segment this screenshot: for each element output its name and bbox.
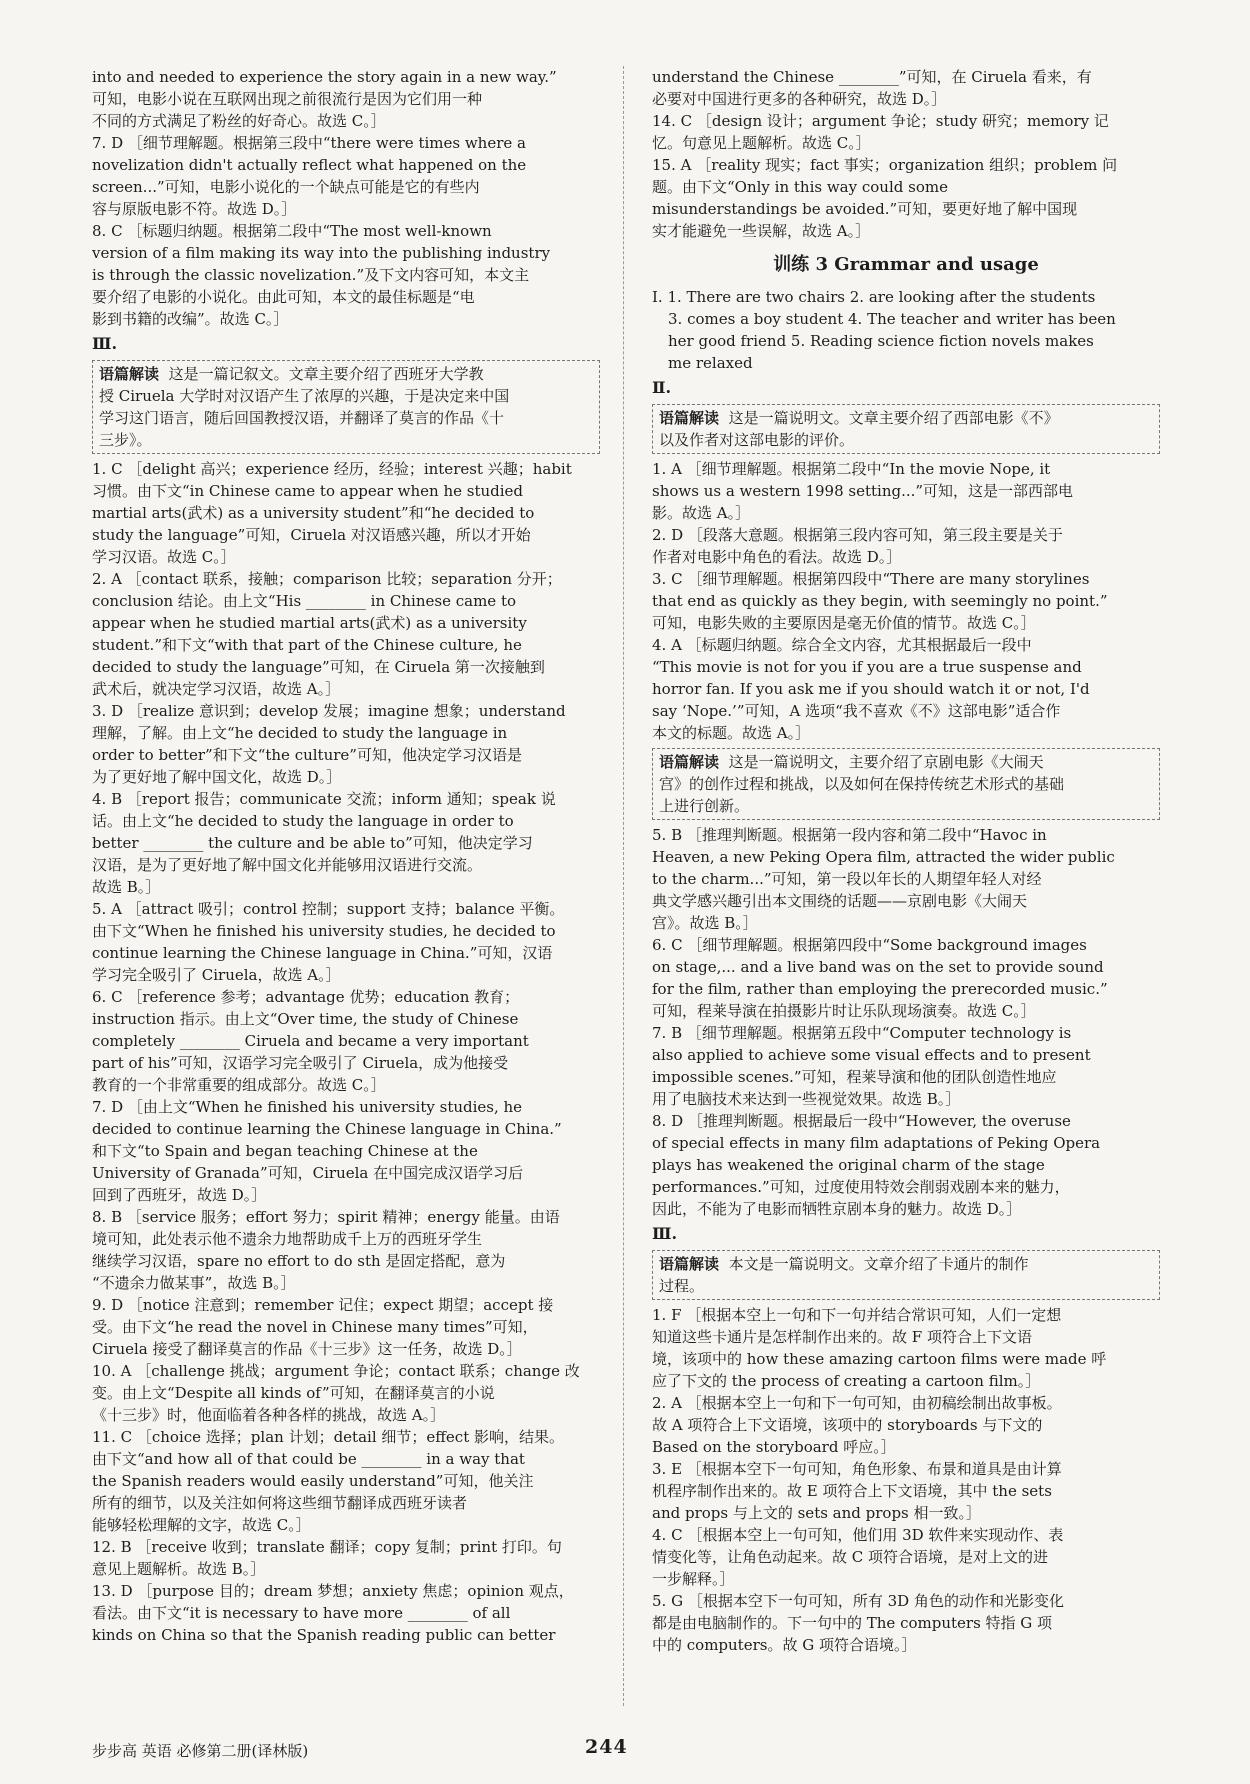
text-line: 习惯。由下文“in Chinese came to appear when he studied [92,482,524,500]
text-line: 典文学感兴趣引出本文围绕的话题——京剧电影《大闹天 [652,892,1028,910]
text-line: 中的 computers。故 G 项符合语境。］ [652,1636,917,1654]
text-line: 12. B ［receive 收到；translate 翻译；copy 复制；print 打印。句 [92,1538,562,1556]
answer-item [652,458,1160,524]
text-line: 继续学习汉语，spare no effort to do sth 是固定搭配，意为 [92,1252,506,1270]
text-line: 知道这些卡通片是怎样制作出来的。故 F 项符合上下文语 [652,1328,1032,1346]
text-line: Heaven, a new Peking Opera film, attracted the wider public [652,848,1115,866]
reading-label: 语篇解读 [659,1255,720,1273]
answer-item [652,1590,1160,1656]
text-line: 受。由下文“he read the novel in Chinese many times”可知， [92,1318,538,1336]
text-line: 所有的细节，以及关注如何将这些细节翻译成西班牙读者 [92,1494,468,1512]
reading-summary-box [652,404,1160,454]
text-line: student.”和下文“with that part of the Chinese culture, he [92,636,522,654]
answer-list [652,824,1160,1220]
text-line: instruction 指示。由上文“Over time, the study of Chinese [92,1010,519,1028]
answer-item-7 [92,132,600,220]
text-line: continue learning the Chinese language in China.”可知，汉语 [92,944,553,962]
text-line [659,751,1153,773]
reading-summary-box [652,748,1160,820]
text-line: into and needed to experience the story again in a new way.” [92,68,557,86]
text-line: 影。故选 A。］ [652,504,751,522]
answer-item [652,934,1160,1022]
text-line: 必要对中国进行更多的各种研究，故选 D。］ [652,90,947,108]
text-line: 学习完全吸引了 Ciruela，故选 A。］ [92,966,341,984]
text-line: 作者对电影中角色的看法。故选 D。］ [652,548,902,566]
answer-item [652,1022,1160,1110]
text-line: 以及作者对这部电影的评价。 [659,431,855,449]
text-line: 本文的标题。故选 A。］ [652,724,811,742]
text-line: 9. D ［notice 注意到；remember 记住；expect 期望；accept 接 [92,1296,554,1314]
text-line: 汉语，是为了更好地了解中国文化并能够用汉语进行交流。 [92,856,483,874]
answer-list [652,1304,1160,1656]
text-line: 5. A ［attract 吸引；control 控制；support 支持；balance 平衡。 [92,900,565,918]
text-line: 2. A ［根据本空上一句和下一句可知，由初稿绘制出故事板。 [652,1394,1062,1412]
text-line: decided to study the language”可知，在 Ciruela 第一次接触到 [92,658,545,676]
text-line: 可知，电影失败的主要原因是毫无价值的情节。故选 C。］ [652,614,1036,632]
text-line: 变。由上文“Despite all kinds of”可知，在翻译莫言的小说 [92,1384,495,1402]
book-title: 步步高 英语 必修第二册(译林版) [92,1742,309,1760]
answer-item [92,1360,600,1426]
answer-item [652,1392,1160,1458]
text-line: 实才能避免一些误解，故选 A。］ [652,222,871,240]
text-line: impossible scenes.”可知，程莱导演和他的团队创造性地应 [652,1068,1057,1086]
text-line: 为了更好地了解中国文化，故选 D。］ [92,768,342,786]
answer-item [92,1294,600,1360]
answer-item [92,1580,600,1646]
text-line: plays has weakened the original charm of the stage [652,1156,1045,1174]
text-line: better ________ the culture and be able to”可知，他决定学习 [92,834,533,852]
text-line: misunderstandings be avoided.”可知，要更好地了解中国现 [652,200,1078,218]
text-line: 情变化等，让角色动起来。故 C 项符合语境，是对上文的进 [652,1548,1049,1566]
text-line: 2. D ［段落大意题。根据第三段内容可知，第三段主要是关于 [652,526,1063,544]
text-line: 因此，不能为了电影而牺牲京剧本身的魅力。故选 D。］ [652,1200,1022,1218]
text-line: 11. C ［choice 选择；plan 计划；detail 细节；effect 影响，结果。 [92,1428,564,1446]
text-line: study the language”可知，Ciruela 对汉语感兴趣，所以才开始 [92,526,531,544]
answer-item [652,634,1160,744]
text-line: her good friend 5. Reading science fiction novels makes [668,332,1094,350]
text-line: 《十三步》时，他面临着各种各样的挑战，故选 A。］ [92,1406,446,1424]
answer-item [92,986,600,1096]
text-line: completely ________ Ciruela and became a very important [92,1032,529,1050]
answer-item [92,788,600,898]
text-line: to the charm...”可知，第一段以年长的人期望年轻人对经 [652,870,1042,888]
text-line: 容与原版电影不符。故选 D。］ [92,200,297,218]
text-line: 机程序制作出来的。故 E 项符合上下文语境，其中 the sets [652,1482,1052,1500]
text-line: 教育的一个非常重要的组成部分。故选 C。］ [92,1076,386,1094]
text-line: 3. C ［细节理解题。根据第四段中“There are many storylines [652,570,1090,588]
text-line: 回到了西班牙，故选 D。］ [92,1186,267,1204]
text-line: 宫》的创作过程和挑战，以及如何在保持传统艺术形式的基础 [659,775,1065,793]
text-line: performances.”可知，过度使用特效会削弱戏剧本来的魅力， [652,1178,1070,1196]
text-line: 故 A 项符合上下文语境，该项中的 storyboards 与下文的 [652,1416,1043,1434]
text-line: 忆。句意见上题解析。故选 C。］ [652,134,871,152]
answer-item [652,524,1160,568]
text-line: novelization didn't actually reflect what happened on the [92,156,527,174]
text-line: 三步》。 [99,431,152,449]
text-line: version of a film making its way into the publishing industry [92,244,551,262]
text-line: 一步解释。］ [652,1570,735,1588]
text-line: 和下文“to Spain and began teaching Chinese at the [92,1142,478,1160]
text-line: “This movie is not for you if you are a true suspense and [652,658,1082,676]
text-line: 理解，了解。由上文“he decided to study the language in [92,724,508,742]
text-line: 8. B ［service 服务；effort 努力；spirit 精神；energy 能量。由语 [92,1208,560,1226]
text-line: Based on the storyboard 呼应。］ [652,1438,896,1456]
answer-item [92,1206,600,1294]
text-line: 可知，程莱导演在拍摄影片时让乐队现场演奏。故选 C。］ [652,1002,1036,1020]
answer-item-14 [652,110,1160,154]
text-line: Ⅰ. 1. There are two chairs 2. are looking after the students [652,288,1096,306]
reading-label: 语篇解读 [659,753,720,771]
text-line: conclusion 结论。由上文“His ________ in Chinese came to [92,592,516,610]
training-heading: 训练 3 Grammar and usage [773,254,1039,275]
text-line: 应了下文的 the process of creating a cartoon film。］ [652,1372,1041,1390]
text-line: that end as quickly as they begin, with seemingly no point.” [652,592,1108,610]
text-line: 7. D ［细节理解题。根据第三段中“there were times where a [92,134,526,152]
answer-item [92,700,600,788]
text-line: is through the classic novelization.”及下文内容可知，本文主 [92,266,530,284]
reading-summary-box [92,360,600,454]
text-line: 1. A ［细节理解题。根据第二段中“In the movie Nope, it [652,460,1051,478]
text-line: shows us a western 1998 setting...”可知，这是一部西部电 [652,482,1074,500]
answer-item [652,568,1160,634]
reading-label: 语篇解读 [99,365,160,383]
text-line: 由下文“When he finished his university studies, he decided to [92,922,556,940]
text-line: 13. D ［purpose 目的；dream 梦想；anxiety 焦虑；opinion 观点， [92,1582,574,1600]
item13-continuation [652,66,1160,110]
answer-item [92,458,600,568]
answer-item-8 [92,220,600,330]
text-line: the Spanish readers would easily understand”可知，他关注 [92,1472,534,1490]
text-line: say ‘Nope.’”可知，A 选项“我不喜欢《不》这部电影”适合作 [652,702,1061,720]
text-line: 上进行创新。 [659,797,750,815]
text-line: 意见上题解析。故选 B。］ [92,1560,266,1578]
text-line: 学习这门语言，随后回国教授汉语，并翻译了莫言的作品《十 [99,409,505,427]
answer-item [652,1304,1160,1392]
text-line: kinds on China so that the Spanish reading public can better [92,1626,556,1644]
text-line: appear when he studied martial arts(武术) as a university [92,614,527,632]
text-line [99,363,593,385]
text-line: 武术后，就决定学习汉语，故选 A。］ [92,680,341,698]
text-line: 题。由下文“Only in this way could some [652,178,948,196]
text-line: 能够轻松理解的文字，故选 C。］ [92,1516,311,1534]
answer-item [92,1536,600,1580]
right-column [652,66,1160,1656]
text-line: 4. B ［report 报告；communicate 交流；inform 通知；speak 说 [92,790,556,808]
answer-item [652,1110,1160,1220]
text-line: 6. C ［reference 参考；advantage 优势；education 教育； [92,988,520,1006]
text-line: also applied to achieve some visual effects and to present [652,1046,1091,1064]
text-line: on stage,... and a live band was on the set to provide sound [652,958,1104,976]
answer-list [652,458,1160,744]
text-line: 3. E ［根据本空下一句可知，角色形象、布景和道具是由计算 [652,1460,1062,1478]
text-line: 不同的方式满足了粉丝的好奇心。故选 C。］ [92,112,386,130]
text-line: 宫》。故选 B。］ [652,914,758,932]
reading-text: 这是一篇说明文，主要介绍了京剧电影《大闹天 [728,753,1044,771]
grammar-answers [652,286,1160,374]
section-label: Ⅲ. [92,334,118,353]
text-line: 授 Ciruela 大学时对汉语产生了浓厚的兴趣，于是决定来中国 [99,387,510,405]
text-line: 可知，电影小说在互联网出现之前很流行是因为它们用一种 [92,90,483,108]
text-line [659,407,1153,429]
text-line: 1. C ［delight 高兴；experience 经历，经验；interest 兴趣；habit [92,460,572,478]
text-line: 2. A ［contact 联系，接触；comparison 比较；separation 分开； [92,570,562,588]
text-line: decided to continue learning the Chinese language in China.” [92,1120,562,1138]
column-divider [623,66,624,1706]
text-line: 14. C ［design 设计；argument 争论；study 研究；memory 记 [652,112,1109,130]
section-label: Ⅲ. [652,1224,678,1243]
page-number: 244 [585,1736,628,1758]
reading-text: 这是一篇记叙文。文章主要介绍了西班牙大学教 [168,365,484,383]
text-line: part of his”可知，汉语学习完全吸引了 Ciruela，成为他接受 [92,1054,509,1072]
answer-item [92,1096,600,1206]
text-line: for the film, rather than employing the prerecorded music.” [652,980,1108,998]
text-line: 5. B ［推理判断题。根据第一段内容和第二段中“Havoc in [652,826,1047,844]
text-line: 7. D ［由上文“When he finished his university studies, he [92,1098,523,1116]
text-line: order to better”和下文“the culture”可知，他决定学习汉语是 [92,746,522,764]
text-line: 影到书籍的改编”。故选 C。］ [92,310,289,328]
text-line: 境，该项中的 how these amazing cartoon films were made 呼 [652,1350,1107,1368]
text-line: University of Granada”可知，Ciruela 在中国完成汉语学习后 [92,1164,524,1182]
answer-item [652,1524,1160,1590]
text-line: 过程。 [659,1277,705,1295]
text-line: 4. A ［标题归纳题。综合全文内容，尤其根据最后一段中 [652,636,1032,654]
text-line: horror fan. If you ask me if you should watch it or not, I'd [652,680,1090,698]
text-line: “不遗余力做某事”，故选 B。］ [92,1274,296,1292]
text-line: 由下文“and how all of that could be ________ in a way that [92,1450,525,1468]
text-line: 3. D ［realize 意识到；develop 发展；imagine 想象；understand [92,702,566,720]
text-line: of special effects in many film adaptations of Peking Opera [652,1134,1101,1152]
text-line: 8. D ［推理判断题。根据最后一段中“However, the overuse [652,1112,1071,1130]
text-line: screen...”可知，电影小说化的一个缺点可能是它的有些内 [92,178,480,196]
text-line: understand the Chinese ________”可知，在 Ciruela 看来，有 [652,68,1092,86]
text-line: me relaxed [668,354,753,372]
text-line: and props 与上文的 sets and props 相一致。］ [652,1504,982,1522]
text-line: 5. G ［根据本空下一句可知，所有 3D 角色的动作和光影变化 [652,1592,1064,1610]
answer-item [92,1426,600,1536]
text-line: Ciruela 接受了翻译莫言的作品《十三步》这一任务，故选 D。］ [92,1340,522,1358]
reading-label: 语篇解读 [659,409,720,427]
text-line: 故选 B。］ [92,878,161,896]
text-line: 都是由电脑制作的。下一句中的 The computers 特指 G 项 [652,1614,1053,1632]
answer-item [652,1458,1160,1524]
reading-text: 这是一篇说明文。文章主要介绍了西部电影《不》 [728,409,1059,427]
answer-list [92,458,600,1646]
text-line [659,1253,1153,1275]
text-line: 7. B ［细节理解题。根据第五段中“Computer technology is [652,1024,1072,1042]
reading-text: 本文是一篇说明文。文章介绍了卡通片的制作 [728,1255,1029,1273]
text-line: 6. C ［细节理解题。根据第四段中“Some background images [652,936,1087,954]
intro-continuation [92,66,600,132]
answer-item-15 [652,154,1160,242]
text-line: 1. F ［根据本空上一句和下一句并结合常识可知，人们一定想 [652,1306,1062,1324]
text-line: 学习汉语。故选 C。］ [92,548,236,566]
text-line: 境可知，此处表示他不遗余力地帮助成千上万的西班牙学生 [92,1230,483,1248]
text-line: 看法。由下文“it is necessary to have more ________ of all [92,1604,511,1622]
text-line: 要介绍了电影的小说化。由此可知，本文的最佳标题是“电 [92,288,475,306]
text-line: 10. A ［challenge 挑战；argument 争论；contact 联系；change 改 [92,1362,580,1380]
text-line: 话。由上文“he decided to study the language in order to [92,812,514,830]
text-line: 15. A ［reality 现实；fact 事实；organization 组织；problem 问 [652,156,1118,174]
text-line: 用了电脑技术来达到一些视觉效果。故选 B。］ [652,1090,961,1108]
answer-item [652,824,1160,934]
text-line: martial arts(武术) as a university student”和“he decided to [92,504,535,522]
answer-item [92,568,600,700]
text-line: 4. C ［根据本空上一句可知，他们用 3D 软件来实现动作、表 [652,1526,1064,1544]
text-line: 3. comes a boy student 4. The teacher and writer has been [668,310,1116,328]
reading-summary-box [652,1250,1160,1300]
text-line: 8. C ［标题归纳题。根据第二段中“The most well-known [92,222,492,240]
left-column [92,66,600,1646]
section-label: Ⅱ. [652,378,672,397]
answer-item [92,898,600,986]
